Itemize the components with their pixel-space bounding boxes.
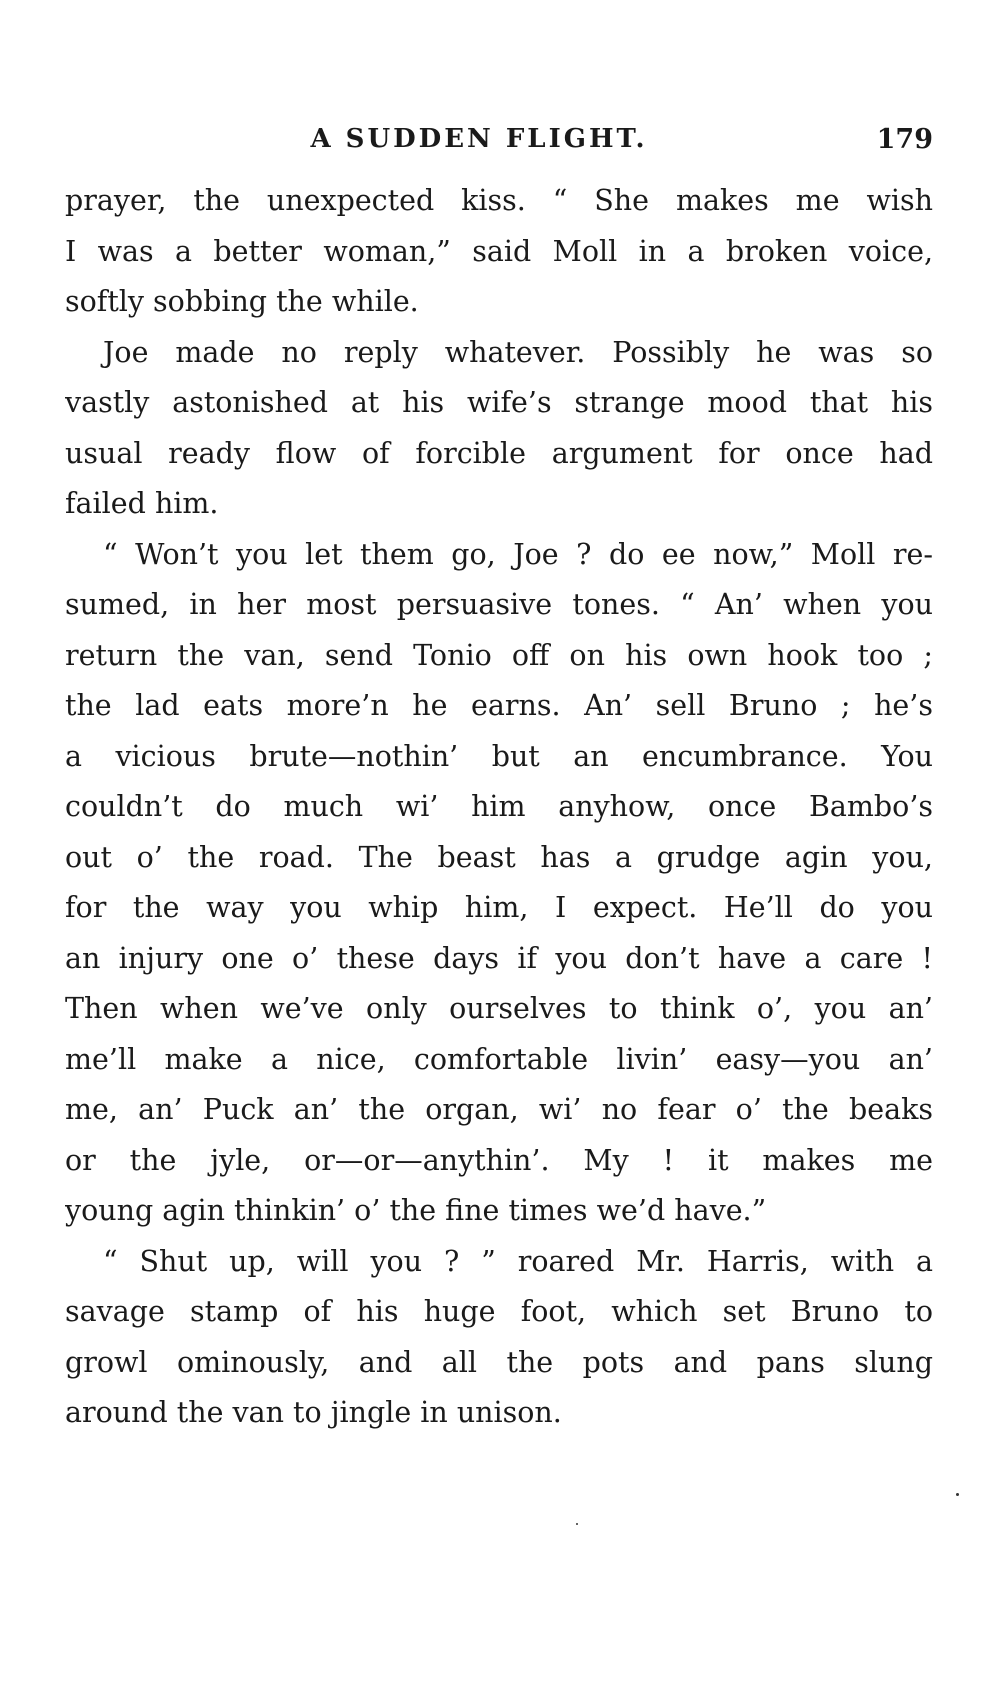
text-line: failed him. — [65, 487, 219, 520]
paragraph-3 — [65, 530, 933, 1237]
paragraph-1 — [65, 176, 933, 328]
running-title: A SUDDEN FLIGHT. — [310, 124, 648, 154]
page-number: 179 — [876, 124, 933, 155]
page-header — [65, 124, 933, 164]
text-line: couldn’t do much wi’ him anyhow, once Bambo’s — [65, 790, 933, 823]
text-line: “ Shut up, will you ? ” roared Mr. Harris, with a — [103, 1244, 933, 1278]
text-line: Joe made no reply whatever. Possibly he was so — [103, 335, 933, 369]
text-line: out o’ the road. The beast has a grudge agin you, — [65, 840, 933, 874]
text-line: or the jyle, or—or—anythin’. My ! it makes me — [65, 1143, 933, 1177]
text-line: usual ready flow of forcible argument for once had — [65, 436, 933, 470]
text-line: growl ominously, and all the pots and pans slung — [65, 1345, 933, 1379]
text-line: for the way you whip him, I expect. He’ll do you — [65, 891, 933, 924]
paragraph-4 — [65, 1237, 933, 1439]
text-line: an injury one o’ these days if you don’t have a care ! — [65, 941, 933, 975]
paragraph-2 — [65, 328, 933, 530]
text-line: I was a better woman,” said Moll in a broken voice, — [65, 234, 933, 268]
text-line: young agin thinkin’ o’ the fine times we’d have.” — [65, 1194, 767, 1227]
text-line: a vicious brute—nothin’ but an encumbrance. You — [65, 739, 933, 773]
text-line: softly sobbing the while. — [65, 285, 419, 318]
text-line: the lad eats more’n he earns. An’ sell Bruno ; he’s — [65, 689, 933, 722]
body-text — [65, 176, 933, 1439]
text-line: Then when we’ve only ourselves to think o’, you an’ — [65, 992, 933, 1025]
text-line: me, an’ Puck an’ the organ, wi’ no fear o’ the beaks — [65, 1093, 933, 1126]
text-line: sumed, in her most persuasive tones. “ An’ when you — [65, 588, 933, 621]
text-line: return the van, send Tonio off on his own hook too ; — [65, 638, 933, 672]
text-line: me’ll make a nice, comfortable livin’ easy—you an’ — [65, 1042, 933, 1076]
text-line: around the van to jingle in unison. — [65, 1396, 562, 1429]
book-page — [65, 0, 933, 1684]
print-speck — [956, 1493, 959, 1496]
text-line: prayer, the unexpected kiss. “ She makes me wish — [65, 184, 933, 217]
text-line: “ Won’t you let them go, Joe ? do ee now,” Moll re- — [103, 537, 933, 571]
text-line: savage stamp of his huge foot, which set Bruno to — [65, 1295, 933, 1328]
text-line: vastly astonished at his wife’s strange mood that his — [65, 386, 933, 419]
print-speck — [576, 1523, 578, 1525]
